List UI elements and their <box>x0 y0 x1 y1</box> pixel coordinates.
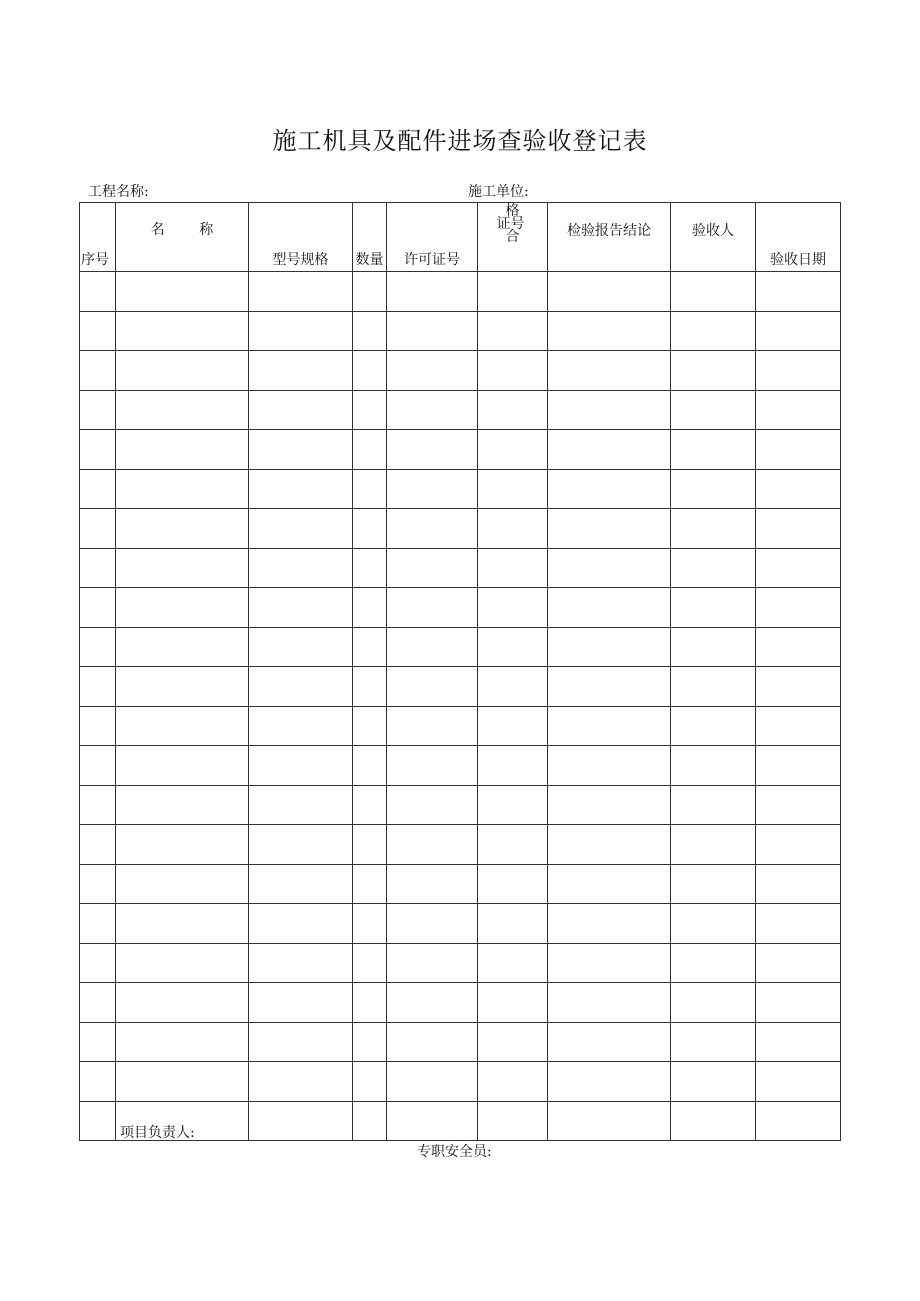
cell-name[interactable] <box>116 351 249 391</box>
cell-certificate[interactable] <box>478 469 548 509</box>
cell-seq[interactable] <box>80 1022 116 1062</box>
cell-license[interactable] <box>387 785 478 825</box>
cell-date[interactable] <box>756 390 841 430</box>
cell-seq[interactable] <box>80 1062 116 1102</box>
cell-date[interactable] <box>756 311 841 351</box>
cell-model[interactable] <box>249 469 353 509</box>
cell-qty[interactable] <box>353 1022 387 1062</box>
cell-inspector[interactable] <box>671 390 756 430</box>
cell-license[interactable] <box>387 351 478 391</box>
cell-qty[interactable] <box>353 785 387 825</box>
cell-name[interactable] <box>116 785 249 825</box>
cell-seq[interactable] <box>80 588 116 628</box>
cell-qty[interactable] <box>353 430 387 470</box>
cell-seq[interactable] <box>80 548 116 588</box>
cell-qty[interactable] <box>353 983 387 1023</box>
cell-report[interactable] <box>548 548 671 588</box>
cell-model[interactable] <box>249 667 353 707</box>
cell-certificate[interactable] <box>478 351 548 391</box>
cell-certificate[interactable] <box>478 548 548 588</box>
cell-qty[interactable] <box>353 1062 387 1102</box>
cell-qty[interactable] <box>353 825 387 865</box>
cell-qty[interactable] <box>353 943 387 983</box>
cell-seq[interactable] <box>80 430 116 470</box>
cell-name[interactable] <box>116 627 249 667</box>
cell-date[interactable] <box>756 509 841 549</box>
cell-inspector[interactable] <box>671 509 756 549</box>
cell-qty[interactable] <box>353 904 387 944</box>
cell-inspector[interactable] <box>671 943 756 983</box>
table-row <box>80 548 841 588</box>
cell-date[interactable] <box>756 706 841 746</box>
table-row <box>80 351 841 391</box>
cell-report[interactable] <box>548 785 671 825</box>
header-date: 验收日期 <box>756 203 841 272</box>
cell-certificate[interactable] <box>478 667 548 707</box>
table-row <box>80 430 841 470</box>
header-certificate <box>478 203 548 272</box>
cell-date[interactable] <box>756 351 841 391</box>
cell-date[interactable] <box>756 548 841 588</box>
cell-qty[interactable] <box>353 311 387 351</box>
cell-model[interactable] <box>249 785 353 825</box>
cell-model[interactable] <box>249 588 353 628</box>
cell-report[interactable] <box>548 390 671 430</box>
cell-report[interactable] <box>548 430 671 470</box>
cell-inspector[interactable] <box>671 1022 756 1062</box>
table-row <box>80 509 841 549</box>
cell-license[interactable] <box>387 1101 478 1141</box>
cell-name[interactable] <box>116 983 249 1023</box>
cell-qty[interactable] <box>353 627 387 667</box>
cell-model[interactable] <box>249 548 353 588</box>
cell-certificate[interactable] <box>478 983 548 1023</box>
cell-name[interactable] <box>116 1022 249 1062</box>
cell-qty[interactable] <box>353 548 387 588</box>
table-row <box>80 667 841 707</box>
cell-date[interactable] <box>756 864 841 904</box>
cell-model[interactable] <box>249 272 353 312</box>
cell-inspector[interactable] <box>671 746 756 786</box>
cell-inspector[interactable] <box>671 706 756 746</box>
cell-qty[interactable] <box>353 1101 387 1141</box>
cell-qty[interactable] <box>353 390 387 430</box>
project-name-label: 工程名称: <box>88 184 149 200</box>
cell-seq[interactable] <box>80 311 116 351</box>
cell-model[interactable] <box>249 943 353 983</box>
header-qty: 数量 <box>353 203 387 272</box>
cell-license[interactable] <box>387 272 478 312</box>
cell-inspector[interactable] <box>671 311 756 351</box>
cell-certificate[interactable] <box>478 627 548 667</box>
cell-certificate[interactable] <box>478 943 548 983</box>
table-row <box>80 785 841 825</box>
cell-model[interactable] <box>249 390 353 430</box>
cell-seq[interactable] <box>80 1101 116 1141</box>
cell-seq[interactable] <box>80 627 116 667</box>
cell-seq[interactable] <box>80 667 116 707</box>
table-row <box>80 469 841 509</box>
cell-inspector[interactable] <box>671 1062 756 1102</box>
cell-certificate[interactable] <box>478 785 548 825</box>
cell-license[interactable] <box>387 864 478 904</box>
cell-report[interactable] <box>548 864 671 904</box>
header-cert-line2: 证号 <box>496 216 525 232</box>
cell-name[interactable] <box>116 588 249 628</box>
document-title: 施工机具及配件进场查验收登记表 <box>272 127 648 155</box>
cell-license[interactable] <box>387 667 478 707</box>
cell-license[interactable] <box>387 1022 478 1062</box>
cell-inspector[interactable] <box>671 983 756 1023</box>
cell-name[interactable] <box>116 1062 249 1102</box>
cell-seq[interactable] <box>80 825 116 865</box>
cell-license[interactable] <box>387 706 478 746</box>
cell-date[interactable] <box>756 1101 841 1141</box>
table-row <box>80 1062 841 1102</box>
table-row <box>80 943 841 983</box>
cell-license[interactable] <box>387 311 478 351</box>
cell-inspector[interactable] <box>671 667 756 707</box>
cell-model[interactable] <box>249 825 353 865</box>
cell-license[interactable] <box>387 509 478 549</box>
cell-inspector[interactable] <box>671 548 756 588</box>
cell-inspector[interactable] <box>671 1101 756 1141</box>
cell-model[interactable] <box>249 1022 353 1062</box>
table-row <box>80 904 841 944</box>
cell-license[interactable] <box>387 390 478 430</box>
cell-license[interactable] <box>387 430 478 470</box>
table-row <box>80 983 841 1023</box>
cell-inspector[interactable] <box>671 430 756 470</box>
table-row <box>80 1022 841 1062</box>
cell-qty[interactable] <box>353 272 387 312</box>
cell-name[interactable] <box>116 390 249 430</box>
cell-certificate[interactable] <box>478 1101 548 1141</box>
cell-date[interactable] <box>756 904 841 944</box>
cell-date[interactable] <box>756 627 841 667</box>
table-body <box>80 272 841 1141</box>
cell-name[interactable] <box>116 667 249 707</box>
header-name: 名 称 <box>116 203 249 272</box>
cell-certificate[interactable] <box>478 1022 548 1062</box>
cell-qty[interactable] <box>353 469 387 509</box>
cell-model[interactable] <box>249 904 353 944</box>
cell-date[interactable] <box>756 430 841 470</box>
table-row <box>80 864 841 904</box>
cell-license[interactable] <box>387 469 478 509</box>
cell-report[interactable] <box>548 746 671 786</box>
cell-license[interactable] <box>387 1062 478 1102</box>
cell-certificate[interactable] <box>478 825 548 865</box>
cell-name[interactable] <box>116 904 249 944</box>
cell-license[interactable] <box>387 904 478 944</box>
header-row <box>80 203 841 272</box>
cell-certificate[interactable] <box>478 390 548 430</box>
cell-inspector[interactable] <box>671 272 756 312</box>
cell-report[interactable] <box>548 1022 671 1062</box>
cell-license[interactable] <box>387 825 478 865</box>
cell-qty[interactable] <box>353 864 387 904</box>
cell-seq[interactable] <box>80 390 116 430</box>
cell-date[interactable] <box>756 1062 841 1102</box>
cell-inspector[interactable] <box>671 785 756 825</box>
cell-model[interactable] <box>249 864 353 904</box>
cell-seq[interactable] <box>80 706 116 746</box>
cell-qty[interactable] <box>353 509 387 549</box>
cell-seq[interactable] <box>80 469 116 509</box>
table-row <box>80 746 841 786</box>
cell-date[interactable] <box>756 1022 841 1062</box>
cell-date[interactable] <box>756 667 841 707</box>
header-cert-line1: 格 <box>505 203 520 219</box>
cell-report[interactable] <box>548 904 671 944</box>
cell-name[interactable] <box>116 746 249 786</box>
cell-inspector[interactable] <box>671 469 756 509</box>
cell-inspector[interactable] <box>671 904 756 944</box>
cell-qty[interactable] <box>353 667 387 707</box>
cell-date[interactable] <box>756 983 841 1023</box>
header-model: 型号规格 <box>249 203 353 272</box>
cell-seq[interactable] <box>80 509 116 549</box>
cell-qty[interactable] <box>353 706 387 746</box>
construction-unit-label: 施工单位: <box>468 184 529 200</box>
cell-model[interactable] <box>249 1101 353 1141</box>
cell-report[interactable] <box>548 311 671 351</box>
cell-certificate[interactable] <box>478 706 548 746</box>
cell-certificate[interactable] <box>478 430 548 470</box>
table-row <box>80 311 841 351</box>
cell-seq[interactable] <box>80 272 116 312</box>
cell-name[interactable] <box>116 272 249 312</box>
cell-date[interactable] <box>756 588 841 628</box>
cell-date[interactable] <box>756 785 841 825</box>
cell-report[interactable] <box>548 272 671 312</box>
cell-name[interactable] <box>116 548 249 588</box>
cell-report[interactable] <box>548 983 671 1023</box>
cell-model[interactable] <box>249 983 353 1023</box>
project-lead-label: 项目负责人: <box>120 1125 195 1141</box>
table-row <box>80 390 841 430</box>
cell-seq[interactable] <box>80 983 116 1023</box>
cell-qty[interactable] <box>353 588 387 628</box>
cell-report[interactable] <box>548 943 671 983</box>
cell-inspector[interactable] <box>671 627 756 667</box>
cell-date[interactable] <box>756 272 841 312</box>
header-seq: 序号 <box>80 203 116 272</box>
cell-license[interactable] <box>387 627 478 667</box>
cell-report[interactable] <box>548 469 671 509</box>
cell-qty[interactable] <box>353 351 387 391</box>
cell-certificate[interactable] <box>478 746 548 786</box>
cell-report[interactable] <box>548 706 671 746</box>
header-inspector: 验收人 <box>671 203 756 272</box>
cell-date[interactable] <box>756 943 841 983</box>
cell-name[interactable] <box>116 864 249 904</box>
cell-report[interactable] <box>548 351 671 391</box>
header-cert-line3: 合 <box>505 229 520 245</box>
cell-seq[interactable] <box>80 904 116 944</box>
cell-name[interactable] <box>116 509 249 549</box>
cell-model[interactable] <box>249 430 353 470</box>
cell-inspector[interactable] <box>671 864 756 904</box>
cell-qty[interactable] <box>353 746 387 786</box>
cell-name[interactable] <box>116 469 249 509</box>
table-row <box>80 627 841 667</box>
cell-report[interactable] <box>548 1101 671 1141</box>
header-license: 许可证号 <box>387 203 478 272</box>
cell-date[interactable] <box>756 469 841 509</box>
cell-license[interactable] <box>387 983 478 1023</box>
cell-license[interactable] <box>387 746 478 786</box>
cell-report[interactable] <box>548 825 671 865</box>
cell-certificate[interactable] <box>478 311 548 351</box>
safety-officer-label: 专职安全员: <box>417 1144 492 1160</box>
cell-license[interactable] <box>387 548 478 588</box>
cell-inspector[interactable] <box>671 825 756 865</box>
cell-model[interactable] <box>249 746 353 786</box>
cell-seq[interactable] <box>80 943 116 983</box>
cell-seq[interactable] <box>80 351 116 391</box>
cell-name[interactable] <box>116 943 249 983</box>
cell-model[interactable] <box>249 509 353 549</box>
cell-date[interactable] <box>756 825 841 865</box>
register-table <box>79 202 841 1141</box>
cell-inspector[interactable] <box>671 588 756 628</box>
cell-license[interactable] <box>387 588 478 628</box>
cell-model[interactable] <box>249 351 353 391</box>
cell-certificate[interactable] <box>478 272 548 312</box>
cell-inspector[interactable] <box>671 351 756 391</box>
cell-model[interactable] <box>249 1062 353 1102</box>
cell-report[interactable] <box>548 1062 671 1102</box>
cell-name[interactable] <box>116 311 249 351</box>
cell-name[interactable] <box>116 706 249 746</box>
cell-report[interactable] <box>548 627 671 667</box>
cell-certificate[interactable] <box>478 904 548 944</box>
header-report: 检验报告结论 <box>548 203 671 272</box>
cell-model[interactable] <box>249 706 353 746</box>
cell-certificate[interactable] <box>478 864 548 904</box>
table-header <box>80 203 841 272</box>
cell-model[interactable] <box>249 311 353 351</box>
cell-name[interactable] <box>116 430 249 470</box>
cell-name[interactable] <box>116 825 249 865</box>
cell-report[interactable] <box>548 588 671 628</box>
cell-license[interactable] <box>387 943 478 983</box>
cell-seq[interactable] <box>80 864 116 904</box>
cell-certificate[interactable] <box>478 509 548 549</box>
table-row <box>80 706 841 746</box>
cell-certificate[interactable] <box>478 588 548 628</box>
cell-seq[interactable] <box>80 785 116 825</box>
cell-model[interactable] <box>249 627 353 667</box>
table-row <box>80 588 841 628</box>
cell-certificate[interactable] <box>478 1062 548 1102</box>
table-row <box>80 825 841 865</box>
cell-report[interactable] <box>548 667 671 707</box>
table-row <box>80 272 841 312</box>
cell-date[interactable] <box>756 746 841 786</box>
cell-seq[interactable] <box>80 746 116 786</box>
cell-report[interactable] <box>548 509 671 549</box>
